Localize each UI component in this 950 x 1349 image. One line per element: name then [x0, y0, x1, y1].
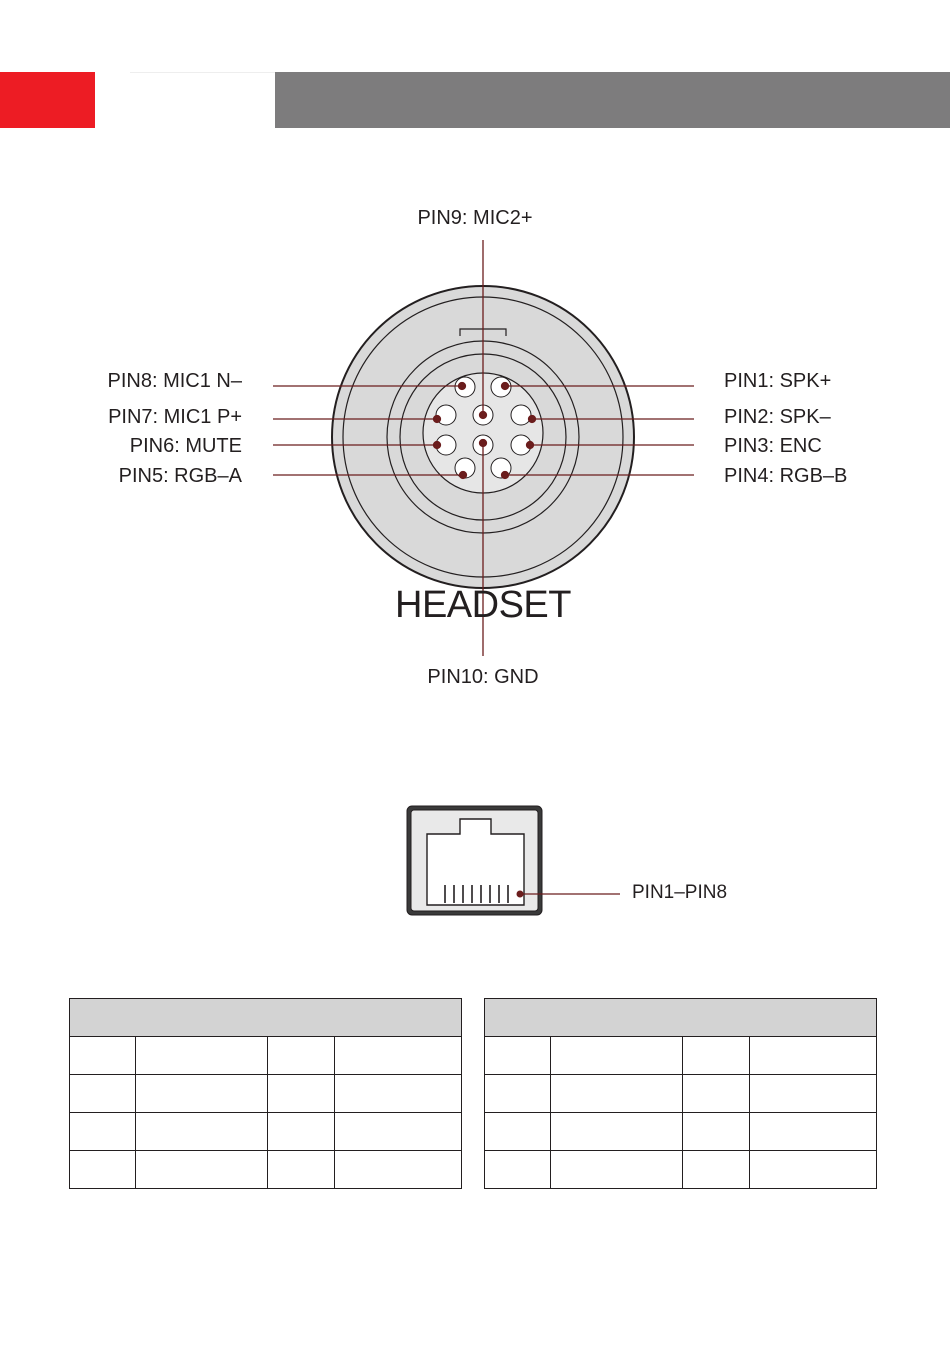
table-row	[70, 1037, 462, 1075]
rj45-label: PIN1–PIN8	[632, 882, 728, 903]
table-row	[70, 1151, 462, 1189]
table-cell	[136, 1151, 268, 1189]
table-cell	[551, 1151, 683, 1189]
table-cell	[136, 1075, 268, 1113]
callout-dot-pin9	[480, 412, 487, 419]
table-cell	[485, 1037, 551, 1075]
callout-dot-pin4	[502, 472, 509, 479]
table-cell	[268, 1113, 334, 1151]
label-pin6: PIN6: MUTE	[129, 435, 242, 457]
label-pin10: PIN10: GND	[427, 666, 539, 688]
table-cell	[749, 1113, 876, 1151]
table-row	[485, 1151, 877, 1189]
rj45-callout-dot	[517, 891, 524, 898]
callout-dot-pin10	[480, 440, 487, 447]
table-cell	[268, 1151, 334, 1189]
label-pin9: PIN9: MIC2+	[417, 207, 533, 229]
table-cell	[551, 1113, 683, 1151]
label-pin5: PIN5: RGB–A	[118, 465, 242, 487]
pin-hole-2	[511, 405, 531, 425]
label-pin8: PIN8: MIC1 N–	[107, 370, 242, 392]
table-cell	[70, 1113, 136, 1151]
callout-dot-pin2	[529, 416, 536, 423]
table-cell	[70, 1151, 136, 1189]
callout-dot-pin5	[460, 472, 467, 479]
rj45-port	[407, 806, 620, 915]
table-cell	[268, 1037, 334, 1075]
table-cell	[268, 1075, 334, 1113]
table-cell	[749, 1151, 876, 1189]
table-cell	[136, 1113, 268, 1151]
table-cell	[334, 1113, 461, 1151]
table-cell	[683, 1037, 749, 1075]
table-cell	[749, 1075, 876, 1113]
callout-dot-pin1	[502, 383, 509, 390]
table-header-cell	[70, 999, 462, 1037]
table-cell	[334, 1037, 461, 1075]
callout-dot-pin7	[434, 416, 441, 423]
table-cell	[683, 1113, 749, 1151]
table-header-row	[485, 999, 877, 1037]
table-row	[485, 1075, 877, 1113]
label-pin3: PIN3: ENC	[724, 435, 822, 457]
table-cell	[485, 1075, 551, 1113]
table-cell	[334, 1075, 461, 1113]
callout-dot-pin6	[434, 442, 441, 449]
table-cell	[70, 1075, 136, 1113]
table-cell	[485, 1113, 551, 1151]
table-row	[70, 1113, 462, 1151]
table-row	[70, 1075, 462, 1113]
table-row	[485, 1037, 877, 1075]
table-cell	[683, 1151, 749, 1189]
table-cell	[683, 1075, 749, 1113]
label-pin1: PIN1: SPK+	[724, 370, 832, 392]
table-row	[485, 1113, 877, 1151]
table-cell	[551, 1075, 683, 1113]
table-cell	[749, 1037, 876, 1075]
pin-table-right	[484, 998, 877, 1189]
pin-table-left	[69, 998, 462, 1189]
table-cell	[485, 1151, 551, 1189]
callout-dot-pin8	[459, 383, 466, 390]
table-cell	[551, 1037, 683, 1075]
table-cell	[70, 1037, 136, 1075]
table-header-row	[70, 999, 462, 1037]
table-cell	[334, 1151, 461, 1189]
label-pin2: PIN2: SPK–	[724, 406, 831, 428]
table-header-cell	[485, 999, 877, 1037]
label-pin7: PIN7: MIC1 P+	[108, 406, 242, 428]
label-pin4: PIN4: RGB–B	[724, 465, 848, 487]
callout-dot-pin3	[527, 442, 534, 449]
headset-title: HEADSET	[395, 584, 571, 626]
table-cell	[136, 1037, 268, 1075]
